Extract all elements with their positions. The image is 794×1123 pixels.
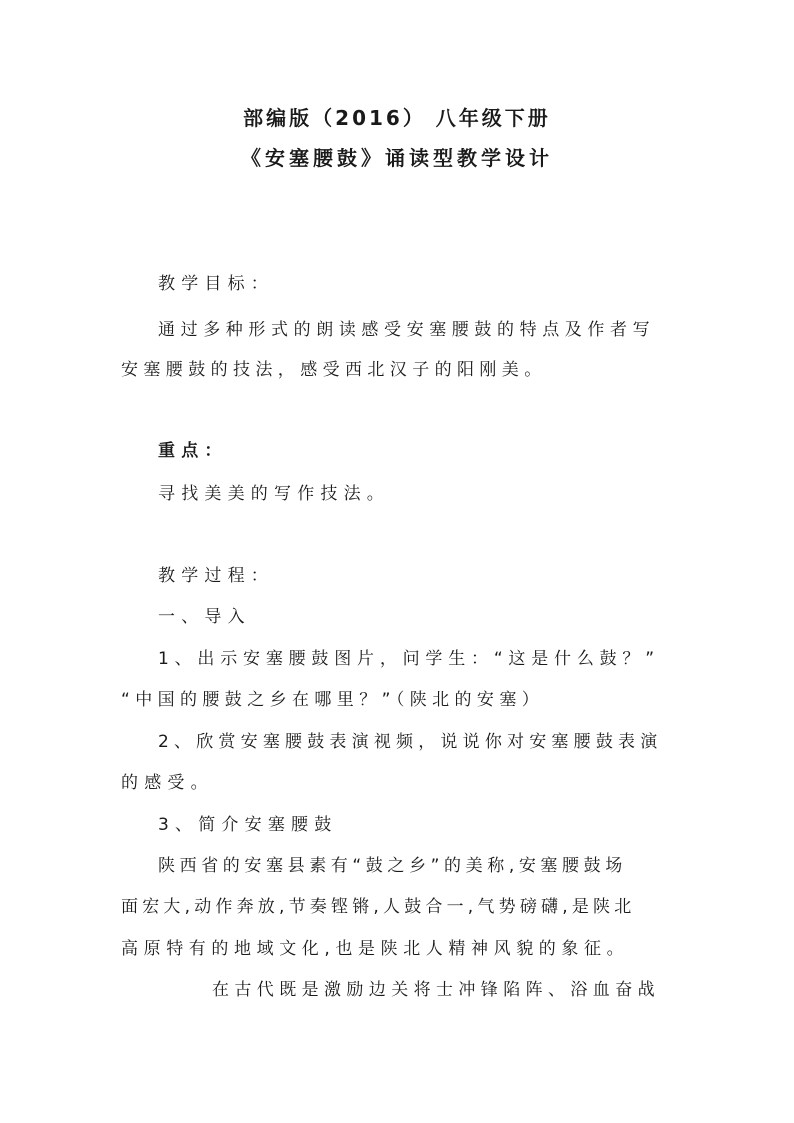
intro-line-4: 在古代既是激励边关将士冲锋陷阵、浴血奋战 [212,980,660,1000]
objectives-text-line-1: 通过多种形式的朗读感受安塞腰鼓的特点及作者写 [158,320,656,340]
key-point-text: 寻找美美的写作技法。 [158,484,390,504]
key-point-heading: 重点： [158,441,228,461]
item-1-line-1: 1、出示安塞腰鼓图片，问学生：“这是什么鼓？” [158,649,660,669]
objectives-text-line-2: 安塞腰鼓的技法，感受西北汉子的阳刚美。 [121,360,547,380]
item-2-line-1: 2、欣赏安塞腰鼓表演视频，说说你对安塞腰鼓表演 [158,732,663,752]
objectives-heading: 教学目标： [158,274,274,294]
intro-line-3: 高原特有的地域文化,也是陕北人精神风貌的象征。 [121,939,630,959]
title-line-1: 部编版（2016） 八年级下册 [243,106,551,130]
process-heading: 教学过程： [158,566,274,586]
section-1-heading: 一、导入 [158,607,251,627]
item-1-line-2: “中国的腰鼓之乡在哪里？”（陕北的安塞） [121,690,545,710]
intro-line-2: 面宏大,动作奔放,节奏铿锵,人鼓合一,气势磅礴,是陕北 [121,897,636,917]
item-3-heading: 3、简介安塞腰鼓 [158,815,338,835]
item-2-line-2: 的感受。 [121,773,214,793]
title-line-2: 《安塞腰鼓》诵读型教学设计 [241,146,553,170]
intro-line-1: 陕西省的安塞县素有“鼓之乡”的美称,安塞腰鼓场 [158,856,627,876]
